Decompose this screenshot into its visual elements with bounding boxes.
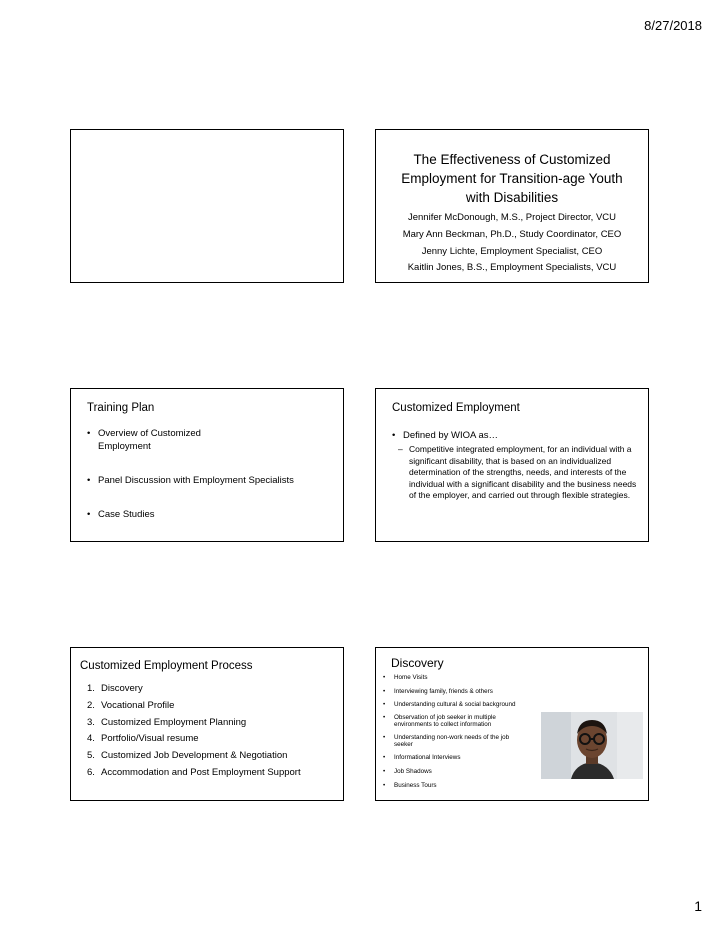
presentation-title: The Effectiveness of Customized Employment for Transition-age Youth with Disabilities [401, 152, 623, 205]
page-number: 1 [694, 898, 702, 914]
bullet-icon: • [392, 430, 396, 441]
dash-icon: – [398, 444, 403, 454]
bullet-icon: • [383, 674, 386, 681]
bullet-item: • Understanding non-work needs of the job seeker [383, 734, 510, 749]
bullet-item: • Observation of job seeker in multiple environments to collect information [383, 714, 496, 729]
list-item: 1. Discovery [87, 683, 143, 694]
list-item: 6. Accommodation and Post Employment Support [87, 766, 301, 778]
person-illustration [541, 712, 643, 779]
slide-6-discovery [375, 647, 649, 801]
bullet-item: • Defined by WIOA as… [392, 430, 499, 441]
bullet-item: • Panel Discussion with Employment Specialists [87, 475, 294, 486]
bullet-icon: • [383, 701, 386, 708]
list-item: 3. Customized Employment Planning [87, 716, 247, 728]
bullet-item: • Home Visits [383, 674, 428, 681]
bullet-item: • Informational Interviews [383, 754, 461, 761]
slide-title: Customized Employment [392, 402, 520, 414]
bullet-item: • Interviewing family, friends & others [383, 688, 493, 695]
slide-3-training-plan [70, 388, 344, 542]
bullet-item: • Understanding cultural & social background [383, 701, 516, 708]
author-line: Mary Ann Beckman, Ph.D., Study Coordinator, CEO [402, 228, 622, 240]
bullet-icon: • [383, 734, 386, 741]
numbered-list [87, 681, 301, 782]
slide-title: Training Plan [87, 402, 155, 414]
definition-text: – Competitive integrated employment, for an individual with a significant disability, that is based on an individualized determination of the strengths, needs, and interests of the individual with a significant disability and the business needs of the employer, and carried out through flexible strategies. [398, 444, 637, 501]
bullet-icon: • [383, 754, 386, 761]
bullet-icon: • [383, 782, 386, 789]
list-item: 4. Portfolio/Visual resume [87, 733, 199, 745]
bullet-icon: • [383, 688, 386, 695]
slide-2-title [375, 129, 649, 283]
bullet-item: • Job Shadows [383, 768, 432, 775]
job-seeker-photo [541, 712, 643, 779]
bullet-icon: • [383, 768, 386, 775]
author-list [376, 210, 648, 277]
slide-title: Customized Employment Process [80, 660, 253, 672]
slide-title: Discovery [391, 656, 444, 670]
bullet-icon: • [87, 475, 91, 486]
bullet-icon: • [87, 509, 91, 520]
list-item: 5. Customized Job Development & Negotiation [87, 750, 288, 762]
author-line: Kaitlin Jones, B.S., Employment Specialists, VCU [407, 262, 617, 274]
bullet-item: • Overview of Customized Employment [87, 428, 201, 452]
slide-4-customized-employment [375, 388, 649, 542]
list-item: 2. Vocational Profile [87, 699, 175, 711]
author-line: Jenny Lichte, Employment Specialist, CEO [421, 245, 603, 257]
bullet-icon: • [383, 714, 386, 721]
bullet-item: • Business Tours [383, 782, 437, 789]
page-date: 8/27/2018 [644, 18, 702, 33]
slide-5-ce-process [70, 647, 344, 801]
author-line: Jennifer McDonough, M.S., Project Director, VCU [407, 212, 617, 223]
bullet-item: • Case Studies [87, 509, 155, 520]
bullet-icon: • [87, 428, 91, 439]
slide-1-blank [70, 129, 344, 283]
